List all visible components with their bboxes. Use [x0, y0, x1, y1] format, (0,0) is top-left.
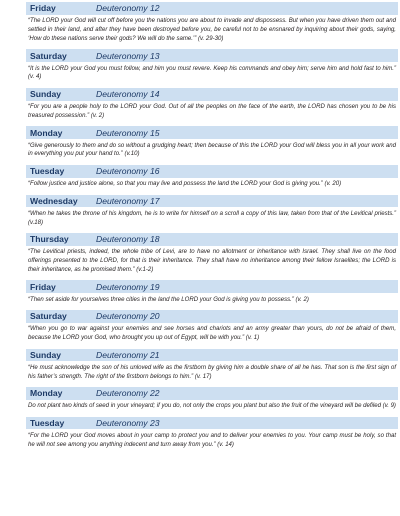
day-header — [26, 49, 398, 62]
day-header — [26, 165, 398, 178]
chapter-reference: Deuteronomy 23 — [96, 417, 160, 428]
day-label: Saturday — [30, 311, 67, 322]
chapter-reference: Deuteronomy 19 — [96, 281, 160, 292]
day-label: Sunday — [30, 89, 62, 100]
reading-entry — [26, 387, 398, 411]
day-label: Friday — [30, 281, 56, 292]
reading-entry — [26, 417, 398, 450]
verse-text: “It is the LORD your God you must follow, and him you must revere. Keep his commands and obey him; serve him and hold fast to him.” (v. 4) — [28, 65, 396, 81]
day-label: Friday — [30, 3, 56, 14]
reading-entry — [26, 88, 398, 121]
chapter-reference: Deuteronomy 20 — [96, 311, 160, 322]
chapter-reference: Deuteronomy 21 — [96, 349, 160, 360]
chapter-reference: Deuteronomy 18 — [96, 234, 160, 245]
chapter-reference: Deuteronomy 12 — [96, 3, 160, 14]
day-header — [26, 233, 398, 246]
chapter-reference: Deuteronomy 17 — [96, 195, 160, 206]
day-label: Monday — [30, 388, 63, 399]
chapter-reference: Deuteronomy 22 — [96, 388, 160, 399]
chapter-reference: Deuteronomy 14 — [96, 89, 160, 100]
day-header — [26, 88, 398, 101]
day-header — [26, 2, 398, 15]
day-header — [26, 417, 398, 430]
verse-text: “For the LORD your God moves about in your camp to protect you and to deliver your enemies to you. Your camp must be holy, so that he will not see among you anything indecent and turn away from you.” (v. 14) — [28, 432, 396, 448]
day-label: Thursday — [30, 234, 69, 245]
day-label: Saturday — [30, 50, 67, 61]
reading-entry — [26, 195, 398, 228]
verse-text: “When he takes the throne of his kingdom, he is to write for himself on a scroll a copy of this law, taken from that of the Levitical priests.” (v.18) — [28, 210, 396, 226]
reading-entry — [26, 126, 398, 159]
reading-entry — [26, 310, 398, 343]
day-header — [26, 387, 398, 400]
day-header — [26, 195, 398, 208]
reading-plan — [26, 2, 398, 455]
reading-entry — [26, 2, 398, 44]
reading-entry — [26, 165, 398, 189]
day-header — [26, 349, 398, 362]
day-label: Monday — [30, 127, 63, 138]
day-header — [26, 310, 398, 323]
day-label: Sunday — [30, 349, 62, 360]
day-label: Wednesday — [30, 195, 78, 206]
verse-text: “When you go to war against your enemies and see horses and chariots and an army greater than yours, do not be afraid of them, because the LORD your God, who brought you up out of Egypt, will be with you.” (v. 1) — [28, 326, 396, 341]
verse-text: “Then set aside for yourselves three cities in the land the LORD your God is giving you to possess.” (v. 2) — [28, 296, 309, 303]
chapter-reference: Deuteronomy 16 — [96, 166, 160, 177]
verse-text: “Give generously to them and do so without a grudging heart; then because of this the LORD your God will bless you in all your work and in everything you put your hand to.” (v.10) — [28, 142, 396, 158]
reading-entry — [26, 49, 398, 82]
verse-text: “Follow justice and justice alone, so that you may live and possess the land the LORD your God is giving you.” (v. 20) — [28, 181, 342, 187]
verse-text: Do not plant two kinds of seed in your vineyard; if you do, not only the crops you plant but also the fruit of the vineyard will be defiled (v. 9) — [28, 403, 396, 410]
verse-text: “He must acknowledge the son of his unloved wife as the firstborn by giving him a double share of all he has. That son is the first sign of his father’s strength. The right of the firstborn belongs to him.” (v. 17) — [28, 364, 396, 380]
day-label: Tuesday — [30, 166, 65, 177]
day-header — [26, 126, 398, 139]
day-header — [26, 280, 398, 293]
reading-entry — [26, 349, 398, 382]
verse-text: “For you are a people holy to the LORD your God. Out of all the peoples on the face of the earth, the LORD has chosen you to be his treasured possession.” (v. 2) — [28, 104, 396, 119]
reading-entry — [26, 233, 398, 275]
reading-entry — [26, 280, 398, 304]
chapter-reference: Deuteronomy 15 — [96, 127, 160, 138]
day-label: Tuesday — [30, 417, 65, 428]
chapter-reference: Deuteronomy 13 — [96, 50, 160, 61]
verse-text: “The LORD your God will cut off before you the nations you are about to invade and dispossess. But when you have driven them out and settled in their land, and after they have been destroyed before you, be careful not to be ensnared by inquiring about their gods, saying, ‘How do these nations serve their gods? We will do the same.’” (v. 29-30) — [28, 18, 396, 42]
verse-text: “The Levitical priests, indeed, the whole tribe of Levi, are to have no allotment or inheritance with Israel. They shall live on the food offerings presented to the LORD, for that is their inheritance. They shall have no inheritance among their fellow Israelites; the LORD is their inheritance, as he promised them.” (v.1-2) — [28, 249, 396, 273]
